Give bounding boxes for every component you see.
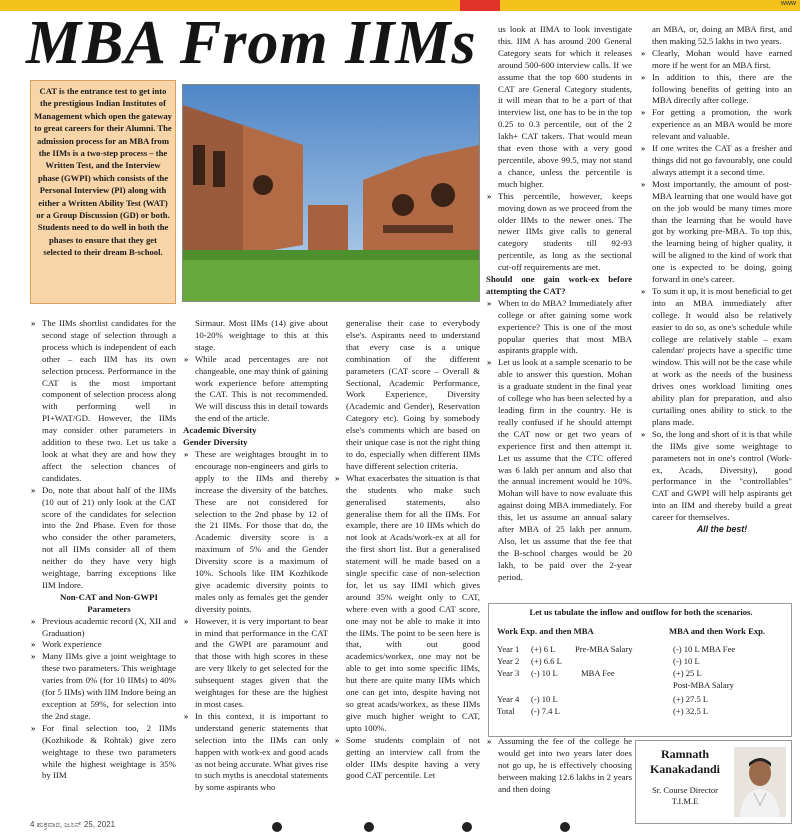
col5-para-7: » To sum it up, it is most beneficial to get into an MBA immediately after college. It would also be relatively easier to do so, as one's schedule while college are relatively stable – exam calendar/ projects have a specific time window. This will not be the case while at work as the needs of the business drives ones workload limiting ones ability plan for preparation, and also curtailing ones ability to stick to the plans made. [640, 286, 792, 429]
column-4 [486, 24, 632, 584]
table-cell: Post-MBA Salary [673, 680, 734, 690]
table-cell: (-) 7.4 L [531, 706, 560, 716]
author-box [635, 740, 792, 824]
table-cell: (+) 32.5 L [673, 706, 709, 716]
table-cell: (+) 25 L [673, 668, 702, 678]
col2-para-4: » However, it is very important to bear in mind that performance in the CAT and the GWPI are paramount and that those with high scores in these are very likely to get selected for the subsequent stages given that the weightages for these are the highest in most cases. [183, 616, 328, 711]
table-cell: (-) 10 L [531, 668, 558, 678]
table-cell: (-) 10 L [531, 694, 558, 704]
table-title: Let us tabulate the inflow and outflow for both the scenarios. [529, 607, 753, 617]
footer-text: 4 ಶುಕ್ರವಾರ, ಜೂನ್ 25, 2021 [30, 820, 116, 829]
table-cell: (-) 10 L [673, 656, 700, 666]
col1-para-1: » The IIMs shortlist candidates for the second stage of selection through a process which is independent of each other – each IIM has its own selection process. Performance in the CAT is the most important component of selection process along with performing well in PI+WAT/GD. However, the IIMs may consider other parameters in addition to these two. Let us take a look at what they are and how they affect the selection chances of candidates. [30, 318, 176, 485]
col2-para-2: » While acad percentages are not changeable, one may think of gaining work experience before attempting the CAT. This is not recommended. We will discuss this in detail towards the end of the article. [183, 354, 328, 425]
author-name: Ramnath Kanakadandi [649, 747, 721, 776]
col5-para-4: » For getting a promotion, the work experience as an MBA would be more relevant and valuable. [640, 107, 792, 143]
author-photo [734, 747, 786, 817]
table-row: Year 2 [497, 656, 520, 666]
signoff: All the best! [696, 524, 748, 535]
col4-para-3: » When to do MBA? Immediately after college or after gaining some work experience? This is one of the most popular queries that most MBA aspirants grapple with. [486, 298, 632, 358]
col4-para-5: » Assuming the fee of the college he would get into two years later does not go up, he is effectively choosing between making 12.6 lakhs in 2 years and then doing [486, 736, 632, 796]
col1-para-2: » Do, note that about half of the IIMs (10 out of 21) only look at the CAT score of the candidates for selection into the 2nd Phase. Even for those who consider the other parameters, not all IIMs consider all of them neither do they have very high weightage, barring exceptions like IIM Indore. [30, 485, 176, 592]
table-cell: (+) 27.5 L [673, 694, 709, 704]
author-title: Sr. Course Director T.I.M.E [652, 785, 718, 806]
cashflow-table [488, 603, 792, 737]
col5-para-6: » Most importantly, the amount of post-MBA learning that one would have got on the job would be many times more than the learning that he would have got by working pre-MBA. To top this, the learning being of higher quality, it will be aligned to the kind of work that one is expected to be doing, going forward in one's career. [640, 179, 792, 286]
footer-dot [364, 822, 374, 832]
column-4-bottom [486, 736, 632, 796]
col1-subheading: Non-CAT and Non-GWPI Parameters [60, 591, 158, 614]
iim-campus-photo [182, 84, 480, 302]
table-row: Year 3 [497, 668, 520, 678]
column-3 [334, 318, 480, 782]
table-cell: (-) 10 L MBA Fee [673, 644, 736, 654]
col4-para-2: » This percentile, however, keeps moving down as we proceed from the older IIMs to the newer ones. The newer IIMs give calls to general category students till 92-93 percentile, as long as the sectional cut-off requirements are met. [486, 191, 632, 274]
col3-para-2: » What exacerbates the situation is that the students who make such generalised statements, also generalise them for all the IIMs. For example, there are 10 IIMs which do not look at Acads/work-ex at all for the first short list. But a generalised statement will be made based on a single specific case of non-selection for, let us say IIMI which gives around 35% weight only to CAT, where even with a good CAT score, one may not be able to make it into the IIMs. The point to be seen here is that, with out good academics/workex, one may not be able to get into some specific IIMs, but there are quite many IIMs which one can get into, despite having not so great acads/workex, as these IIMs give much higher weight to CAT, upto 100%. [334, 473, 480, 735]
col5-para-3: » In addition to this, there are the following benefits of getting into an MBA directly after college. [640, 72, 792, 108]
table-cell: MBA Fee [581, 668, 615, 678]
footer-dot [462, 822, 472, 832]
table-row: Total [497, 706, 515, 716]
campus-image [183, 85, 479, 301]
table-right-header: MBA and then Work Exp. [669, 626, 766, 636]
column-2 [183, 318, 328, 794]
col2-para-5: » In this context, it is important to understand generic statements that selection into the IIMs can only happen with work-ex and good acads as not being accurate. What gives rise to such myths is anecdotal statements by some aspirants who [183, 711, 328, 794]
table-row: Year 4 [497, 694, 520, 704]
col1-para-5: » Many IIMs give a joint weightage to these two parameters. This weightage varies from 0% (for 10 IIMs) to 40% (for 5 IIMs) with IIM Indore being an exception at 59%, for selection into the 2nd stage. [30, 651, 176, 722]
col1-para-3: » Previous academic record (X, XII and Graduation) [30, 616, 176, 640]
table-cell: (+) 6.6 L [531, 656, 562, 666]
col5-para-1: an MBA, or, doing an MBA first, and then making 52.5 lakhs in two years. [652, 24, 792, 46]
col1-para-4: » Work experience [30, 639, 176, 651]
footer-strip [0, 818, 800, 832]
col3-para-1: generalise their case to everybody else's. Aspirants need to understand that every case is a unique combination of the different parameters (CAT score – Overall & Sectional, Academic Performance, Work Experience, Diversity (Academic and Gender), Reservation Category etc). Going by somebody else's comments which are based on their unique case is not the right thing to do, especially when different IIMs have different selection criteria. [346, 318, 480, 471]
website-text: www [780, 0, 796, 7]
column-5 [640, 24, 792, 536]
col4-para-4: » Let us look at a sample scenario to be able to answer this question. Mohan is a graduate student in the final year of college who has been selected by a leading firm in the country. He is really confused if he should attempt the CAT now or get two years of experience first and then attempt it. Let us assume that the CTC offered was 6 lakh per annum and also that the annual increment would be 10%. Mohan will have to now evaluate this against doing MBA immediately. For this, let us assume an annual salary after MBA of 25 lakh per annum. Also, let us assume that the fee that the B-school charges would be 20 lakh, to be paid over the 2-year period. [486, 357, 632, 583]
col5-para-8: » So, the long and short of it is that while the IIMs give some weightage to parameters not in one's control (Work-ex, Acads, Diversity), good performance in the "controllables" CAT and GWPI will help aspirants get into an IIM and thereby build a great career for themselves. [640, 429, 792, 524]
footer-dot [272, 822, 282, 832]
column-1 [30, 318, 176, 782]
table-cell: (+) 6 L [531, 644, 556, 654]
table-cell: Pre-MBA Salary [575, 644, 633, 654]
footer-dot [560, 822, 570, 832]
portrait-icon [734, 747, 786, 817]
table-left-header: Work Exp. and then MBA [497, 626, 594, 636]
col1-para-6: » For final selection too, 2 IIMs (Kozhikode & Rohtak) give zero weightage to these two parameters while the highest weightage is 35% by IIM [30, 723, 176, 783]
col2-para-3: » These are weightages brought in to encourage non-engineers and girls to apply to the IIMs and thereby increase the diversity of the batches. These are not considered for selection to the 2nd phase by 12 of the 21 IIMs. For those that do, the Academic diversity score is a maximum of 5% and the Gender Diversity score is a maximum of 10%. Schools like IIM Kozhikode give academic diversity points to males only as females get the gender diversity points. [183, 449, 328, 616]
col5-para-2: » Clearly, Mohan would have earned more if he went for an MBA first. [640, 48, 792, 72]
intro-box: CAT is the entrance test to get into the prestigious Indian Institutes of Management which open the gateway to great careers for their Alumni. The admission process for an MBA from the IIMs is a two-step process – the Written Test, and the Interview phase (GWPI) which consists of the Personal Interview (PI) along with either a Written Ability Test (WAT) or a Group Discussion (GD) or both. Students need to do well in both the phases to ensure that they get selected to their dream B-school. [30, 80, 176, 304]
col3-para-3: » Some students complain of not getting an interview call from the older IIMs despite having a very good CAT percentile. Let [334, 735, 480, 783]
table-row: Year 1 [497, 644, 520, 654]
col4-para-1: us look at IIMA to look investigate this. IIM A has around 200 General Category seats for which it releases around 500-600 interview calls. If we assume that the top 600 students in CAT are General Category students, it will mean that to be a part of that interview list, one has to be in the top 0.25 to 0.3 percentile, out of the 2 lakh+ CAT takers. That would mean that even those with a very good percentile, above 99.5, may not stand a chance, unless the percentile is much higher. [498, 24, 632, 189]
col2-subheading: Academic Diversity Gender Diversity [183, 425, 257, 448]
col2-para-1: Sirmaur. Most IIMs (14) give about 10-20% weightage to this at this stage. [195, 318, 328, 352]
col4-subheading: Should one gain work-ex before attempting the CAT? [486, 274, 632, 296]
headline: MBA From IIMs [26, 9, 477, 77]
col5-para-5: » If one writes the CAT as a fresher and things did not go favourably, one could always attempt it a second time. [640, 143, 792, 179]
